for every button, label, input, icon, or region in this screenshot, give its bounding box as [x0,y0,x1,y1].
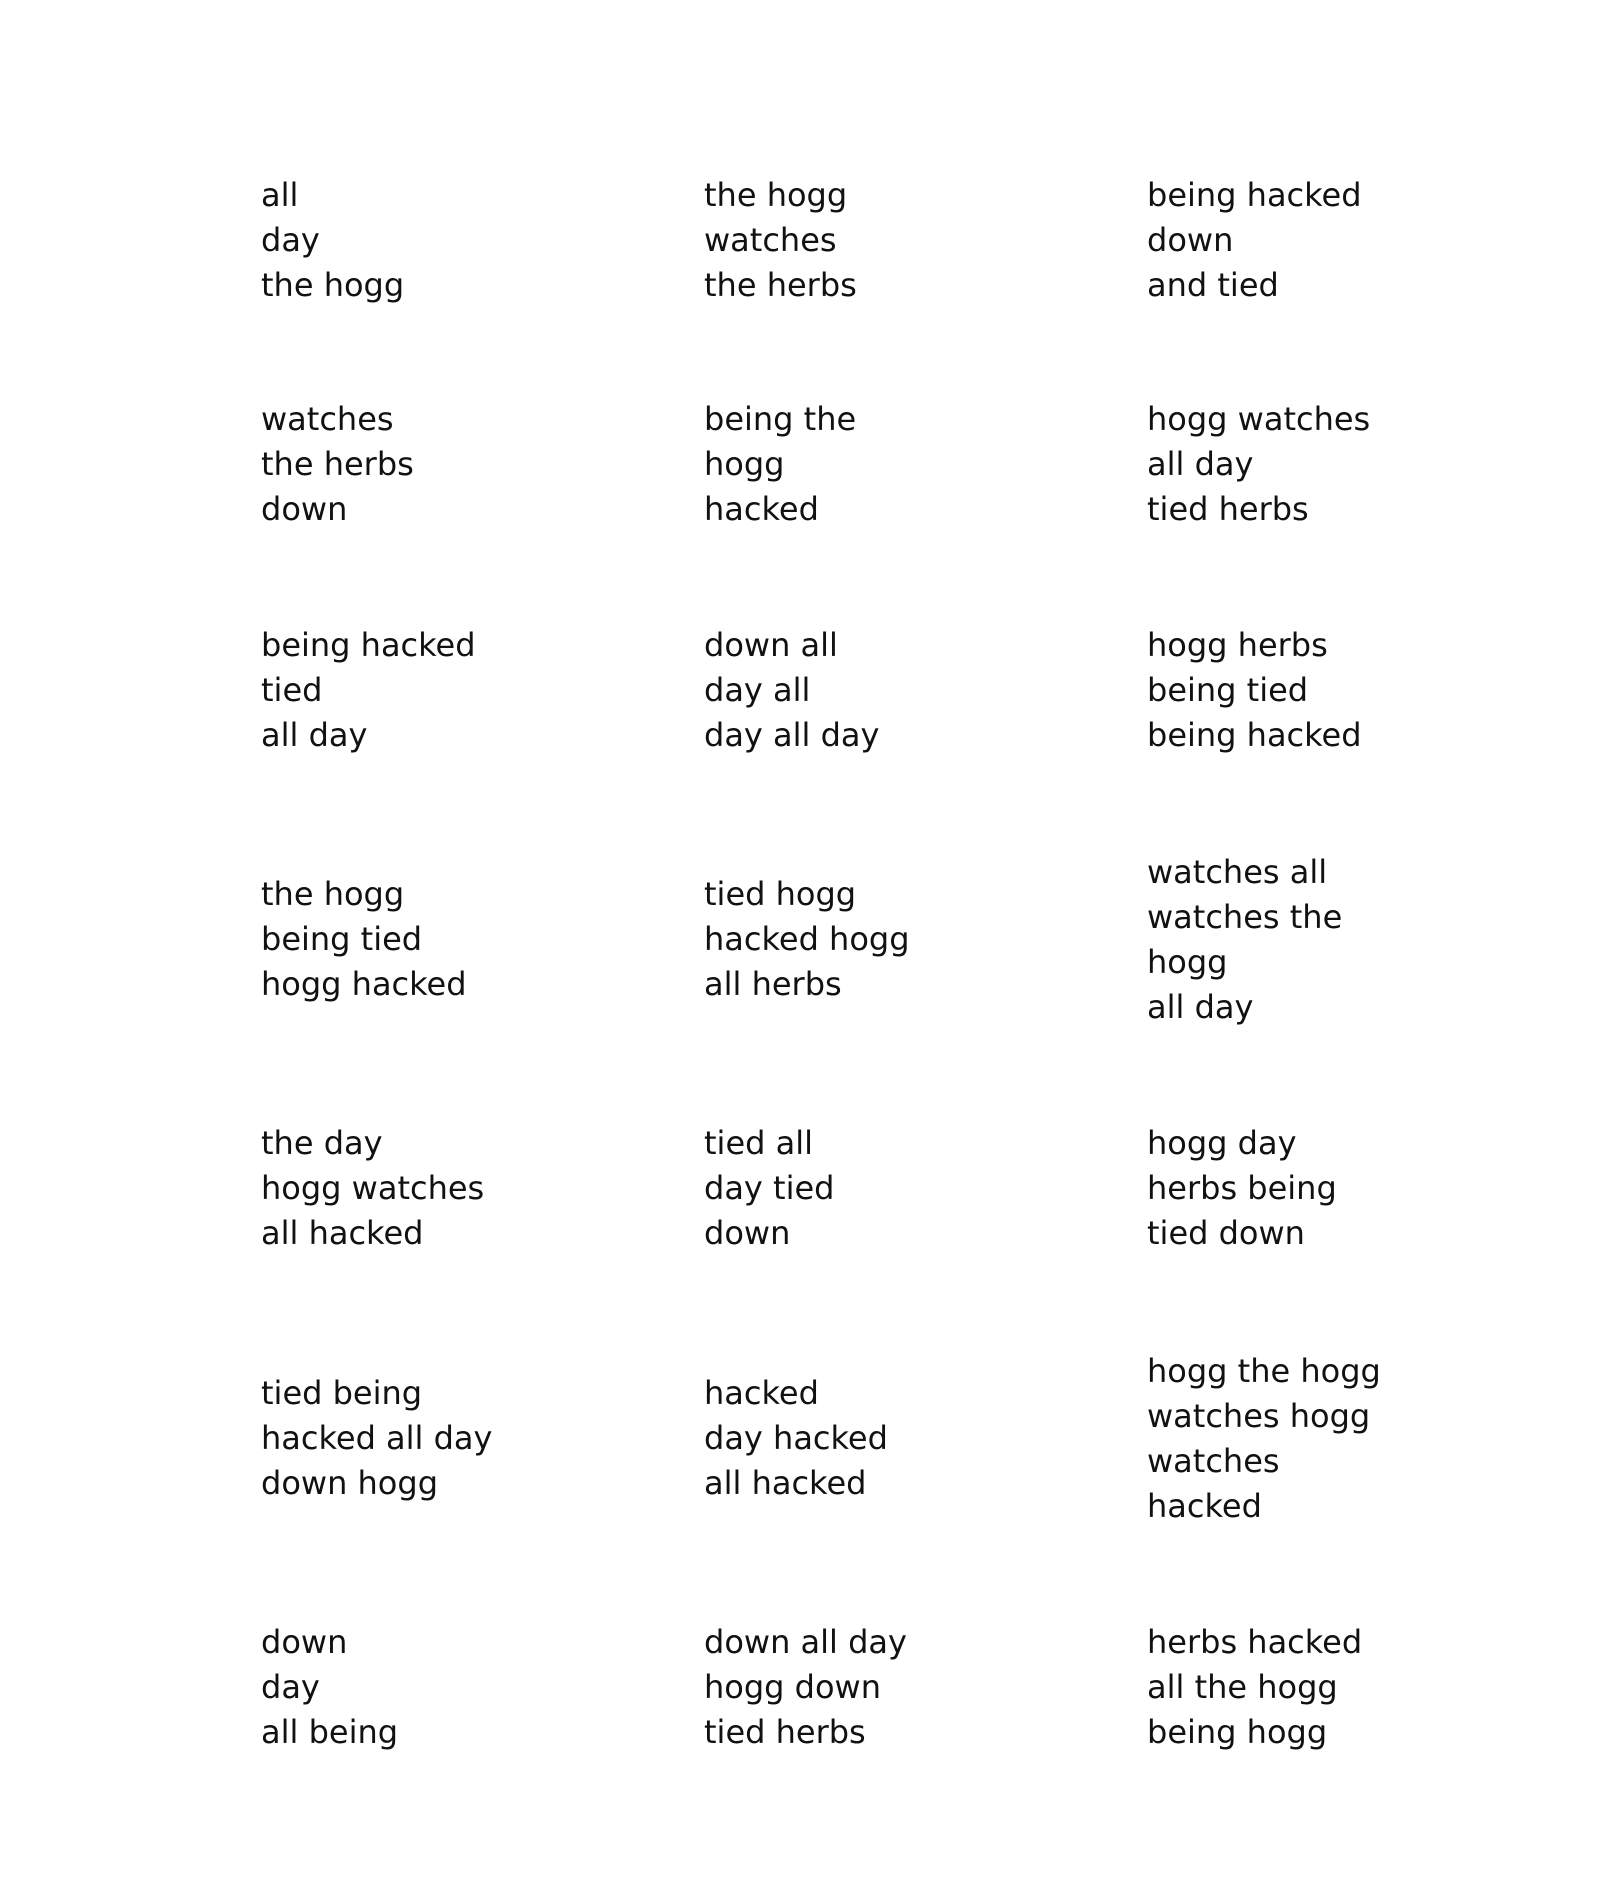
stanza-line: down all [704,626,838,664]
stanza [1147,1620,1362,1755]
stanza-line: hogg hacked [261,965,467,1003]
stanza [1147,623,1362,758]
stanza-line: all day [1147,988,1254,1026]
stanza-line: tied hogg [704,875,857,913]
stanza [1147,173,1362,308]
stanza-line: herbs hacked [1147,1623,1363,1661]
stanza-line: hacked hogg [704,920,910,958]
stanza [1147,850,1342,1030]
stanza-line: the hogg [261,266,405,304]
stanza [261,1121,484,1256]
stanza [704,1121,834,1256]
stanza-line: watches [261,400,394,438]
stanza-line: tied being [261,1374,423,1412]
stanza-line: being hacked [261,626,476,664]
stanza-line: watches [704,221,837,259]
stanza-line: and tied [1147,266,1279,304]
stanza-line: all day [261,716,368,754]
stanza-line: all being [261,1713,399,1751]
stanza [704,1371,888,1506]
stanza-line: the herbs [261,445,414,483]
stanza-line: watches the [1147,898,1343,936]
stanza-line: down [704,1214,791,1252]
stanza-line: hogg watches [1147,400,1371,438]
stanza-line: the hogg [261,875,405,913]
stanza-line: hogg day [1147,1124,1297,1162]
stanza-line: hogg watches [261,1169,485,1207]
stanza-line: day all day [704,716,880,754]
stanza-line: day tied [704,1169,835,1207]
stanza-line: the day [261,1124,383,1162]
stanza-line: hogg herbs [1147,626,1328,664]
stanza-line: down [1147,221,1234,259]
stanza-line: hogg [704,445,785,483]
stanza-line: all day [1147,445,1254,483]
stanza-line: day [261,221,320,259]
stanza-line: watches hogg [1147,1397,1371,1435]
stanza [261,872,467,1007]
stanza-line: day hacked [704,1419,888,1457]
stanza [261,1371,492,1506]
stanza-line: hogg [1147,943,1228,981]
stanza [704,1620,907,1755]
stanza-line: all hacked [704,1464,867,1502]
stanza-line: hacked [1147,1487,1262,1525]
stanza [1147,1349,1381,1529]
stanza [261,1620,398,1755]
stanza-line: the hogg [704,176,848,214]
stanza-line: being hacked [1147,716,1362,754]
stanza-line: all herbs [704,965,842,1003]
stanza-line: hacked all day [261,1419,493,1457]
stanza-line: all [261,176,299,214]
stanza-line: down [261,1623,348,1661]
stanza-line: tied [261,671,323,709]
stanza-line: tied herbs [1147,490,1309,528]
stanza [704,872,910,1007]
stanza-line: down all day [704,1623,907,1661]
stanza-line: all the hogg [1147,1668,1338,1706]
stanza-line: hogg the hogg [1147,1352,1381,1390]
stanza [1147,1121,1337,1256]
stanza-line: tied all [704,1124,813,1162]
stanza-line: hogg down [704,1668,881,1706]
stanza-line: being tied [261,920,423,958]
stanza-line: all hacked [261,1214,424,1252]
stanza-line: being tied [1147,671,1309,709]
stanza [261,397,414,532]
stanza [704,397,856,532]
stanza-line: tied down [1147,1214,1305,1252]
stanza [704,173,857,308]
stanza-line: herbs being [1147,1169,1337,1207]
stanza-line: day [261,1668,320,1706]
stanza-line: hacked [704,490,819,528]
stanza [704,623,879,758]
stanza-line: being hacked [1147,176,1362,214]
stanza-line: the herbs [704,266,857,304]
stanza-line: being the [704,400,857,438]
stanza-line: watches [1147,1442,1280,1480]
stanza-line: being hogg [1147,1713,1328,1751]
stanza-line: hacked [704,1374,819,1412]
stanza [261,623,476,758]
stanza-line: down [261,490,348,528]
stanza-line: down hogg [261,1464,438,1502]
stanza [261,173,404,308]
stanza-line: tied herbs [704,1713,866,1751]
stanza-line: watches all [1147,853,1328,891]
stanza-line: day all [704,671,811,709]
stanza [1147,397,1370,532]
